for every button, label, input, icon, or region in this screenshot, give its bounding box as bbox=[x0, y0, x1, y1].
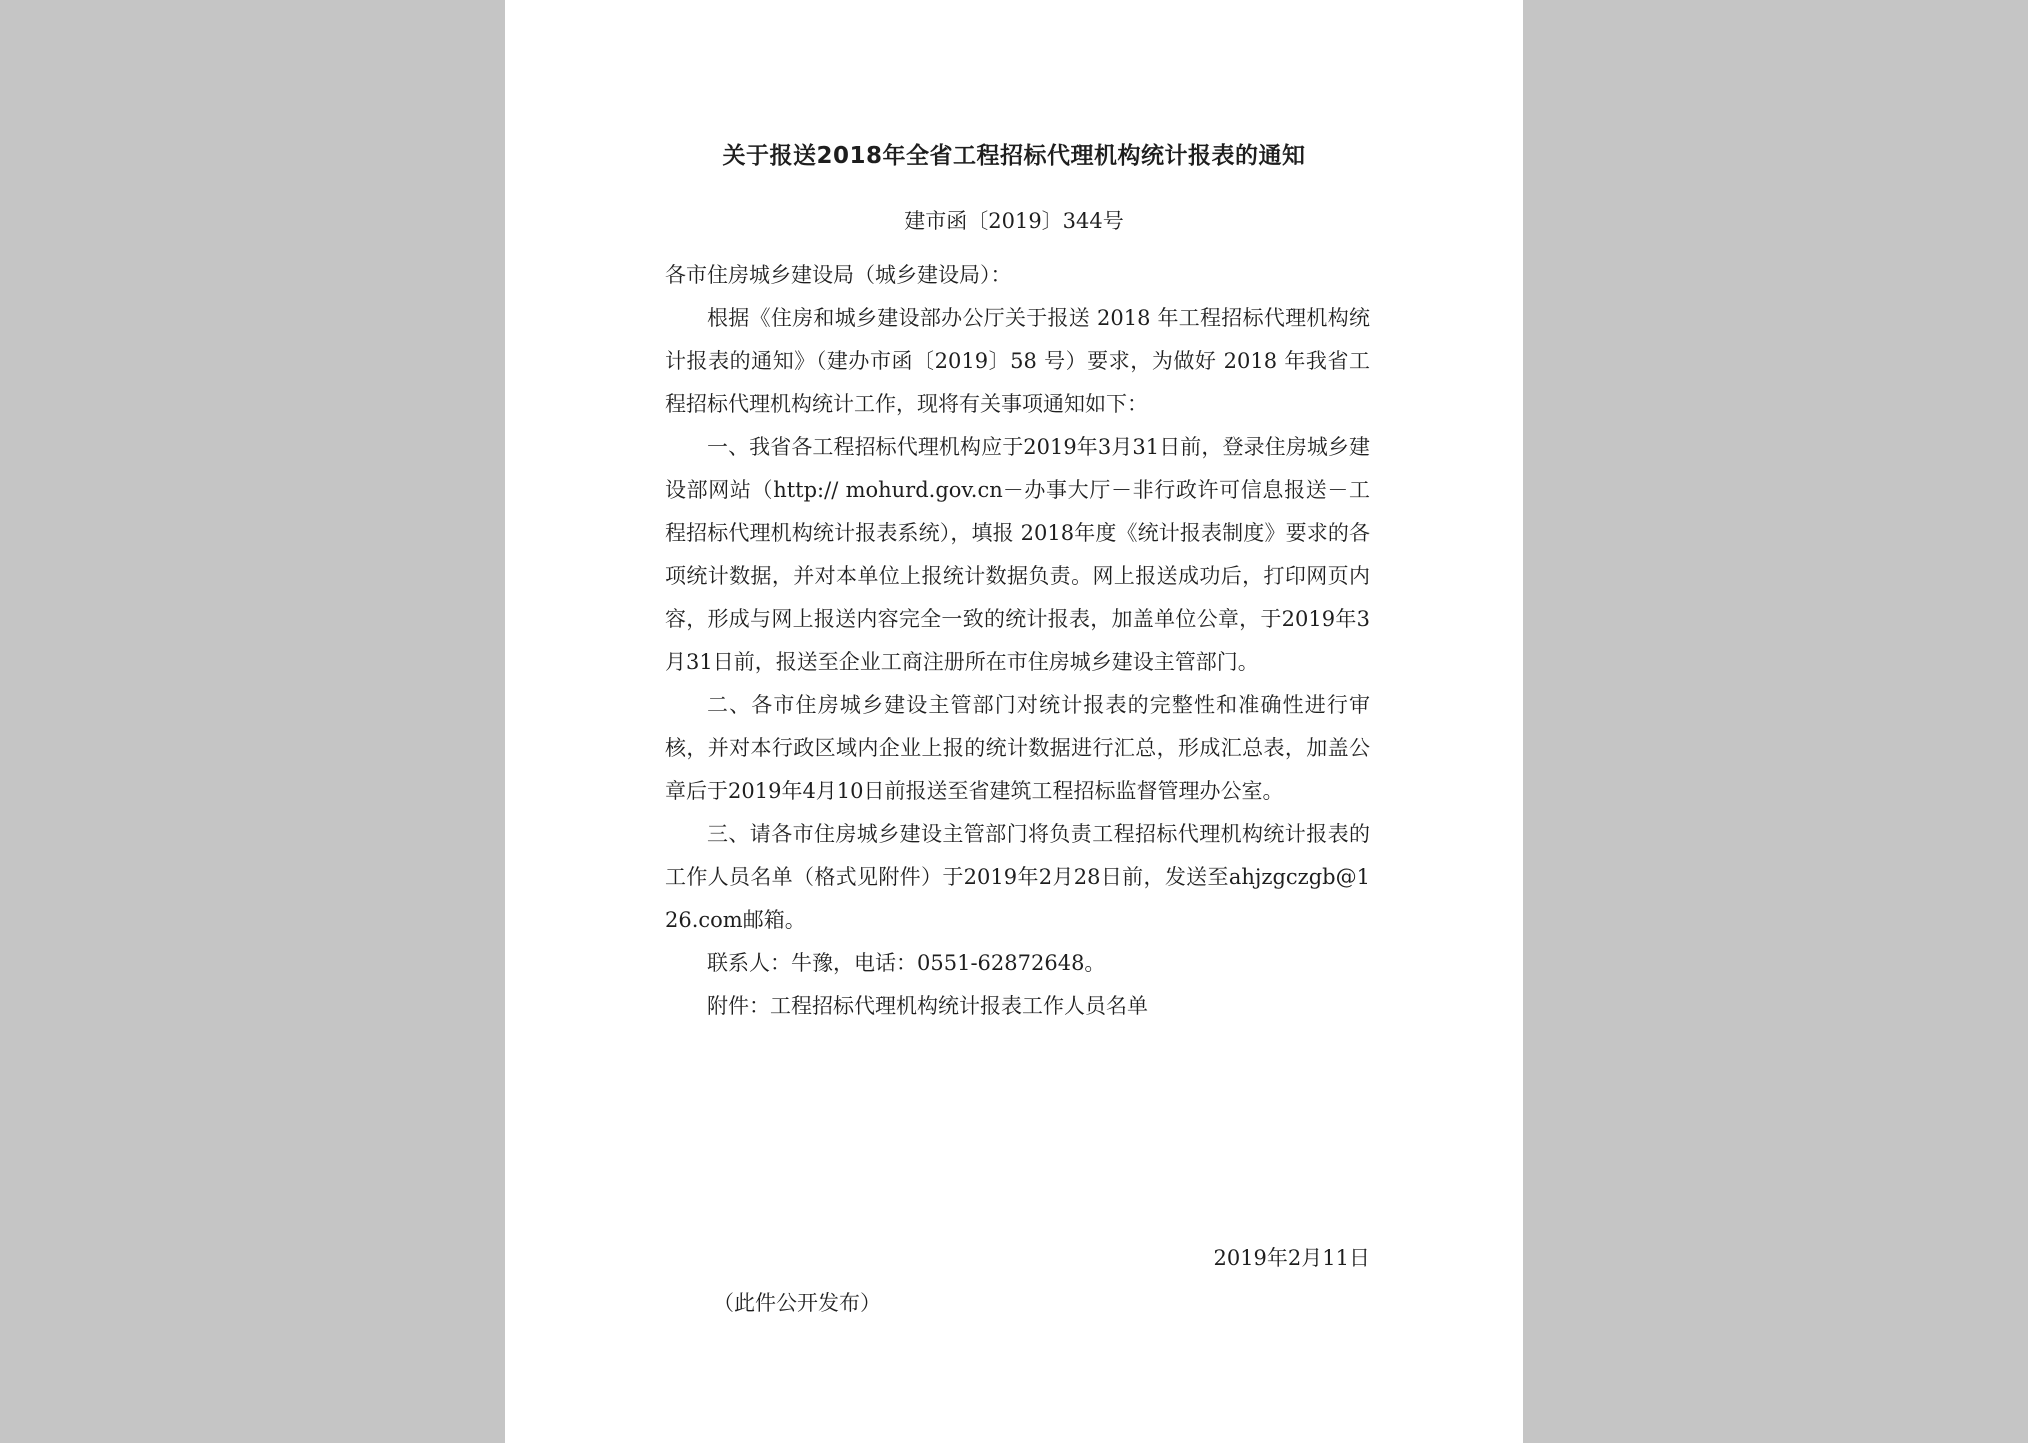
paragraph-basis: 根据《住房和城乡建设部办公厅关于报送 2018 年工程招标代理机构统计报表的通知》（建办市函〔2019〕58 号）要求，为做好 2018 年我省工程招标代理机构统计工作，现将有关事项通知如下： bbox=[665, 306, 1370, 416]
document-number: 建市函〔2019〕344号 bbox=[904, 209, 1124, 233]
document-page bbox=[505, 0, 1523, 1443]
paragraph-item-3: 三、请各市住房城乡建设主管部门将负责工程招标代理机构统计报表的工作人员名单（格式见附件）于2019年2月28日前，发送至ahjzgczgb@126.com邮箱。 bbox=[665, 822, 1370, 932]
contact-line: 联系人：牛豫，电话：0551-62872648。 bbox=[707, 951, 1106, 975]
paragraph-item-2: 二、各市住房城乡建设主管部门对统计报表的完整性和准确性进行审核，并对本行政区域内企业上报的统计数据进行汇总，形成汇总表，加盖公章后于2019年4月10日前报送至省建筑工程招标监督管理办公室。 bbox=[665, 693, 1370, 803]
salutation: 各市住房城乡建设局（城乡建设局）： bbox=[665, 263, 1012, 287]
issue-date: 2019年2月11日 bbox=[1213, 1246, 1370, 1270]
document-title: 关于报送2018年全省工程招标代理机构统计报表的通知 bbox=[722, 143, 1306, 169]
document-body bbox=[665, 254, 1370, 1028]
release-note: （此件公开发布） bbox=[713, 1291, 881, 1315]
attachment-line: 附件：工程招标代理机构统计报表工作人员名单 bbox=[707, 994, 1148, 1018]
paragraph-item-1: 一、我省各工程招标代理机构应于2019年3月31日前，登录住房城乡建设部网站（http:// mohurd.gov.cn－办事大厅－非行政许可信息报送－工程招标代理机构统计报表系统），填报 2018年度《统计报表制度》要求的各项统计数据，并对本单位上报统计数据负责。网上报送成功后，打印网页内容，形成与网上报送内容完全一致的统计报表，加盖单位公章，于2019年3月31日前，报送至企业工商注册所在市住房城乡建设主管部门。 bbox=[665, 435, 1370, 674]
